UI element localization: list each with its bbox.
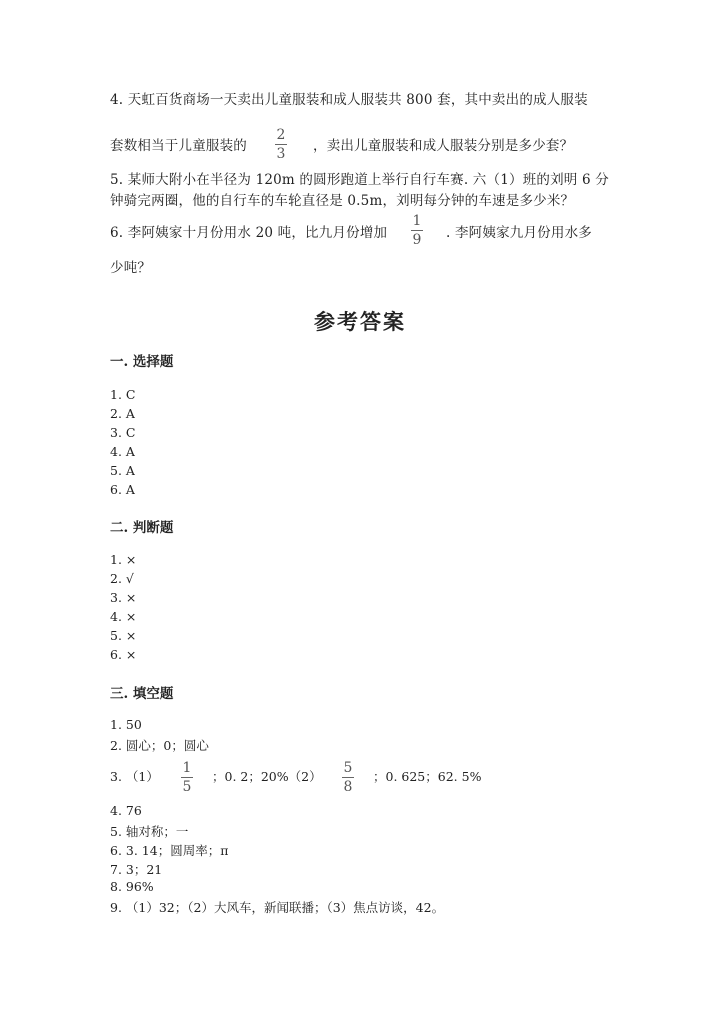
section-3-item-3b: ；0. 2；20%（2） <box>212 769 322 784</box>
section-3-item-3c: ；0. 625；62. 5% <box>373 769 482 784</box>
answer-3-fraction-2 <box>342 760 354 795</box>
section-2-item: 4. × <box>110 609 137 624</box>
section-2-item: 2. √ <box>110 571 134 586</box>
fraction-numerator: 1 <box>412 213 422 229</box>
question-6-line-1b: . 李阿姨家九月份用水多 <box>446 225 592 241</box>
section-2-item: 1. × <box>110 552 137 567</box>
section-3-item: 4. 76 <box>110 803 142 818</box>
section-1-item: 5. A <box>110 463 135 478</box>
question-4-line-1: 4. 天虹百货商场一天卖出儿童服装和成人服装共 800 套，其中卖出的成人服装 <box>110 92 588 108</box>
fraction-bar <box>342 777 354 778</box>
fraction-denominator: 5 <box>182 779 192 795</box>
section-3-item: 2. 圆心；0；圆心 <box>110 738 209 753</box>
section-3-heading: 三. 填空题 <box>110 686 174 702</box>
question-6-line-1a: 6. 李阿姨家十月份用水 20 吨，比九月份增加 <box>110 225 388 241</box>
section-3-item-3a: 3. （1） <box>110 769 159 784</box>
fraction-bar <box>181 777 193 778</box>
question-5-line-1: 5. 某师大附小在半径为 120m 的圆形跑道上举行自行车赛. 六（1）班的刘明 6 分 <box>110 172 609 188</box>
question-6-fraction <box>411 213 423 248</box>
answer-title: 参考答案 <box>314 309 406 334</box>
fraction-bar <box>275 144 287 145</box>
question-4-line-2a: 套数相当于儿童服装的 <box>110 138 247 154</box>
section-2-item: 3. × <box>110 590 137 605</box>
section-3-item: 9. （1）32；（2）大风车，新闻联播；（3）焦点访谈，42。 <box>110 900 445 915</box>
section-1-heading: 一. 选择题 <box>110 354 174 370</box>
section-1-item: 2. A <box>110 406 135 421</box>
section-3-item: 7. 3；21 <box>110 862 163 877</box>
answer-3-fraction-1 <box>181 760 193 795</box>
fraction-numerator: 1 <box>182 760 192 776</box>
fraction-bar <box>411 230 423 231</box>
section-2-heading: 二. 判断题 <box>110 520 174 536</box>
section-3-item: 5. 轴对称；一 <box>110 824 189 839</box>
section-1-item: 1. C <box>110 387 136 402</box>
fraction-denominator: 9 <box>412 232 422 248</box>
section-1-item: 4. A <box>110 444 135 459</box>
fraction-numerator: 5 <box>343 760 353 776</box>
question-4-line-2b: ，卖出儿童服装和成人服装分别是多少套？ <box>313 138 574 154</box>
section-2-item: 5. × <box>110 628 137 643</box>
section-3-item: 8. 96% <box>110 879 154 894</box>
section-3-item: 1. 50 <box>110 717 142 732</box>
section-1-item: 6. A <box>110 482 135 497</box>
question-4-fraction <box>275 127 287 162</box>
section-1-item: 3. C <box>110 425 136 440</box>
fraction-numerator: 2 <box>276 127 286 143</box>
question-6-line-2: 少吨？ <box>110 260 152 276</box>
section-3-item: 6. 3. 14；圆周率；π <box>110 843 229 858</box>
section-2-item: 6. × <box>110 647 137 662</box>
fraction-denominator: 3 <box>276 146 286 162</box>
question-5-line-2: 钟骑完两圈，他的自行车的车轮直径是 0.5m，刘明每分钟的车速是多少米？ <box>110 193 575 209</box>
fraction-denominator: 8 <box>343 779 353 795</box>
